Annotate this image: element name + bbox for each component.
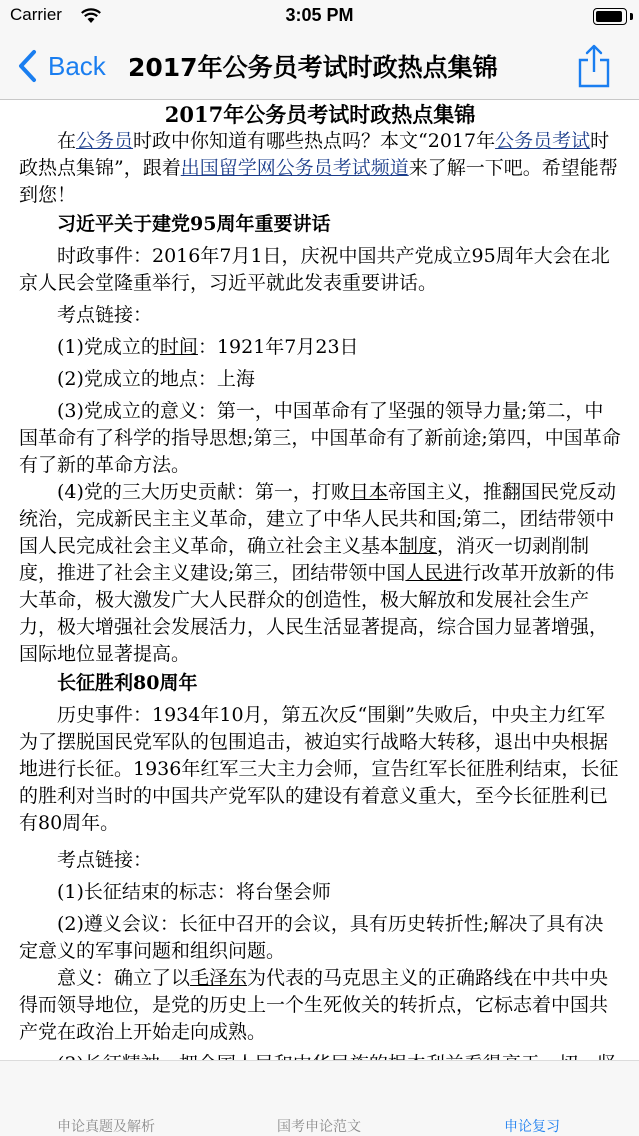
link-japan[interactable]: 日本	[349, 481, 388, 503]
battery-cap	[630, 13, 633, 20]
back-button[interactable]	[16, 48, 106, 84]
back-label: Back	[48, 50, 106, 81]
link-civil-servant-exam[interactable]: 公务员考试	[495, 130, 591, 152]
link-people[interactable]: 人民进	[405, 562, 463, 584]
section2-significance: 意义：确立了以毛泽东为代表的马克思主义的正确路线在中共中央得而领导地位，是党的历史上一个生死攸关的转折点，它标志着中国共产党在政治上开始走向成熟。	[19, 967, 609, 1043]
nav-title: 2017年公务员考试时政热点集锦	[128, 53, 498, 82]
article-title: 2017年公务员考试时政热点集锦	[164, 102, 476, 127]
navigation-bar	[0, 34, 639, 100]
section2-event: 历史事件：1934年10月，第五次反“围剿”失败后，中央主力红军为了摆脱国民党军队的包围追击，被迫实行战略大转移，退出中央根据地进行长征。1936年红军三大主力会师，宣告红军长征胜利结束，长征的胜利对当时的中国共产党军队的建设有着意义重大，至今长征胜利已有80周年。	[19, 704, 619, 834]
section2-point1: (1)长征结束的标志：将台堡会师	[57, 881, 331, 903]
chevron-left-icon	[16, 49, 38, 83]
section1-point2: (2)党成立的地点：上海	[57, 368, 255, 390]
link-exam-channel[interactable]: 出国留学网公务员考试频道	[180, 157, 409, 179]
share-icon[interactable]	[576, 42, 612, 90]
tab-exam-questions[interactable]: 申论真题及解析	[57, 1119, 155, 1135]
section1-event: 时政事件：2016年7月1日，庆祝中国共产党成立95周年大会在北京人民会堂隆重举行，习近平就此发表重要讲话。	[19, 245, 610, 294]
section1-heading: 习近平关于建党95周年重要讲话	[57, 213, 331, 235]
tab-essay-samples[interactable]: 国考申论范文	[277, 1119, 361, 1135]
article-content[interactable]	[0, 100, 639, 1060]
link-mao[interactable]: 毛泽东	[190, 967, 248, 989]
clock: 3:05 PM	[285, 5, 354, 25]
intro-paragraph: 在公务员时政中你知道有哪些热点吗？本文“2017年公务员考试时政热点集锦”，跟着出国留学网公务员考试频道来了解一下吧。希望能帮到您！	[19, 130, 618, 206]
section1-point1: (1)党成立的时间：1921年7月23日	[57, 336, 359, 358]
tab-bar	[0, 1060, 639, 1136]
link-system[interactable]: 制度	[399, 535, 438, 557]
status-bar	[0, 0, 639, 34]
battery-icon	[593, 8, 627, 25]
link-civil-servant[interactable]: 公务员	[76, 130, 134, 152]
section2-point2: (2)遵义会议：长征中召开的会议，具有历史转折性;解决了具有决定意义的军事问题和组织问题。	[19, 913, 604, 962]
tab-review[interactable]: 申论复习	[504, 1119, 560, 1135]
section2-points-label: 考点链接：	[57, 849, 153, 871]
section2-heading: 长征胜利80周年	[57, 672, 198, 694]
section1-point4: (4)党的三大历史贡献：第一，打败日本帝国主义，推翻国民党反动统治，完成新民主主义革命，建立了中华人民共和国;第二，团结带领中国人民完成社会主义革命，确立社会主义基本制度，消灭一切剥削制度，推进了社会主义建设;第三，团结带领中国人民进行改革开放新的伟大革命，极大激发广大人民群众的创造性，极大解放和发展社会生产力，极大增强社会发展活力，人民生活显著提高，综合国力显著增强，国际地位显著提高。	[19, 481, 616, 665]
carrier-label: Carrier	[10, 5, 62, 24]
link-time[interactable]: 时间	[159, 336, 198, 358]
section1-point3: (3)党成立的意义：第一，中国革命有了坚强的领导力量;第二，中国革命有了科学的指导思想;第三，中国革命有了新前途;第四，中国革命有了新的革命方法。	[19, 400, 621, 476]
section1-points-label: 考点链接：	[57, 304, 153, 326]
